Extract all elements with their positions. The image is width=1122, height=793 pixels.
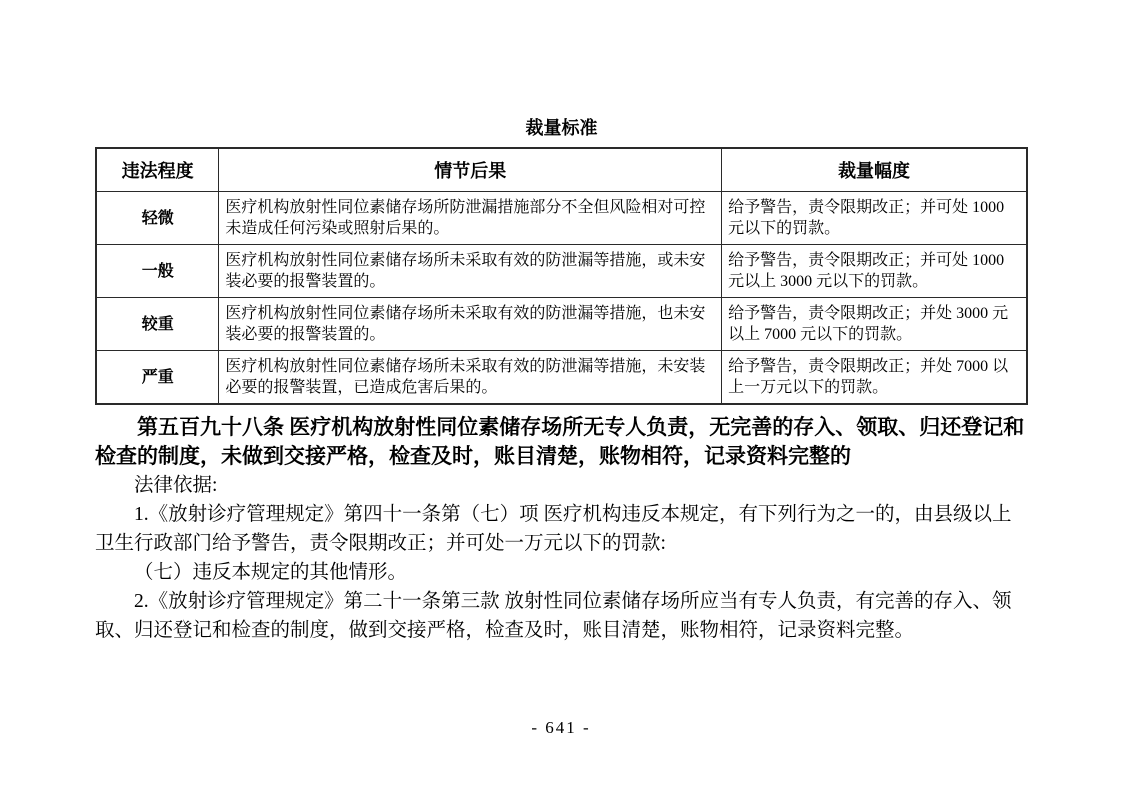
article-heading: 第五百九十八条 医疗机构放射性同位素储存场所无专人负责，无完善的存入、领取、归还登记和检查的制度，未做到交接严格，检查及时，账目清楚，账物相符，记录资料完整的: [95, 415, 1025, 468]
column-header-circumstance: 情节后果: [219, 148, 722, 192]
column-header-discretion-range: 裁量幅度: [722, 148, 1027, 192]
page-content: [95, 0, 1028, 645]
table-row: [96, 351, 1027, 405]
legal-basis-item-1-clause-7: （七）违反本规定的其他情形。: [134, 562, 408, 583]
table-row: [96, 245, 1027, 298]
violation-level-cell: 较重: [96, 298, 219, 351]
column-header-violation-degree: 违法程度: [96, 148, 219, 192]
table-row: [96, 192, 1027, 245]
range-cell: 给予警告，责令限期改正；并处 3000 元以上 7000 元以下的罚款。: [722, 298, 1027, 351]
table-row: [96, 298, 1027, 351]
circumstance-cell: 医疗机构放射性同位素储存场所防泄漏措施部分不全但风险相对可控未造成任何污染或照射后果的。: [219, 192, 722, 245]
discretion-standards-table: [95, 147, 1028, 405]
range-cell: 给予警告，责令限期改正；并可处 1000 元以下的罚款。: [722, 192, 1027, 245]
violation-level-cell: 一般: [96, 245, 219, 298]
legal-basis-item-2: 2.《放射诊疗管理规定》第二十一条第三款 放射性同位素储存场所应当有专人负责，有完善的存入、领取、归还登记和检查的制度，做到交接严格，检查及时，账目清楚，账物相符，记录资料完整。: [95, 591, 1012, 641]
page-number: - 641 -: [531, 718, 591, 737]
circumstance-cell: 医疗机构放射性同位素储存场所未采取有效的防泄漏等措施，未安装必要的报警装置，已造成危害后果的。: [219, 351, 722, 405]
circumstance-cell: 医疗机构放射性同位素储存场所未采取有效的防泄漏等措施，或未安装必要的报警装置的。: [219, 245, 722, 298]
table-header-row: [96, 148, 1027, 192]
legal-basis-label: 法律依据:: [134, 475, 218, 496]
violation-level-cell: 轻微: [96, 192, 219, 245]
circumstance-cell: 医疗机构放射性同位素储存场所未采取有效的防泄漏等措施，也未安装必要的报警装置的。: [219, 298, 722, 351]
table-title: 裁量标准: [525, 118, 598, 138]
violation-level-cell: 严重: [96, 351, 219, 405]
range-cell: 给予警告，责令限期改正；并处 7000 以上一万元以下的罚款。: [722, 351, 1027, 405]
legal-basis-item-1: 1.《放射诊疗管理规定》第四十一条第（七）项 医疗机构违反本规定，有下列行为之一的，由县级以上卫生行政部门给予警告，责令限期改正；并可处一万元以下的罚款:: [95, 504, 1012, 554]
range-cell: 给予警告，责令限期改正；并可处 1000 元以上 3000 元以下的罚款。: [722, 245, 1027, 298]
